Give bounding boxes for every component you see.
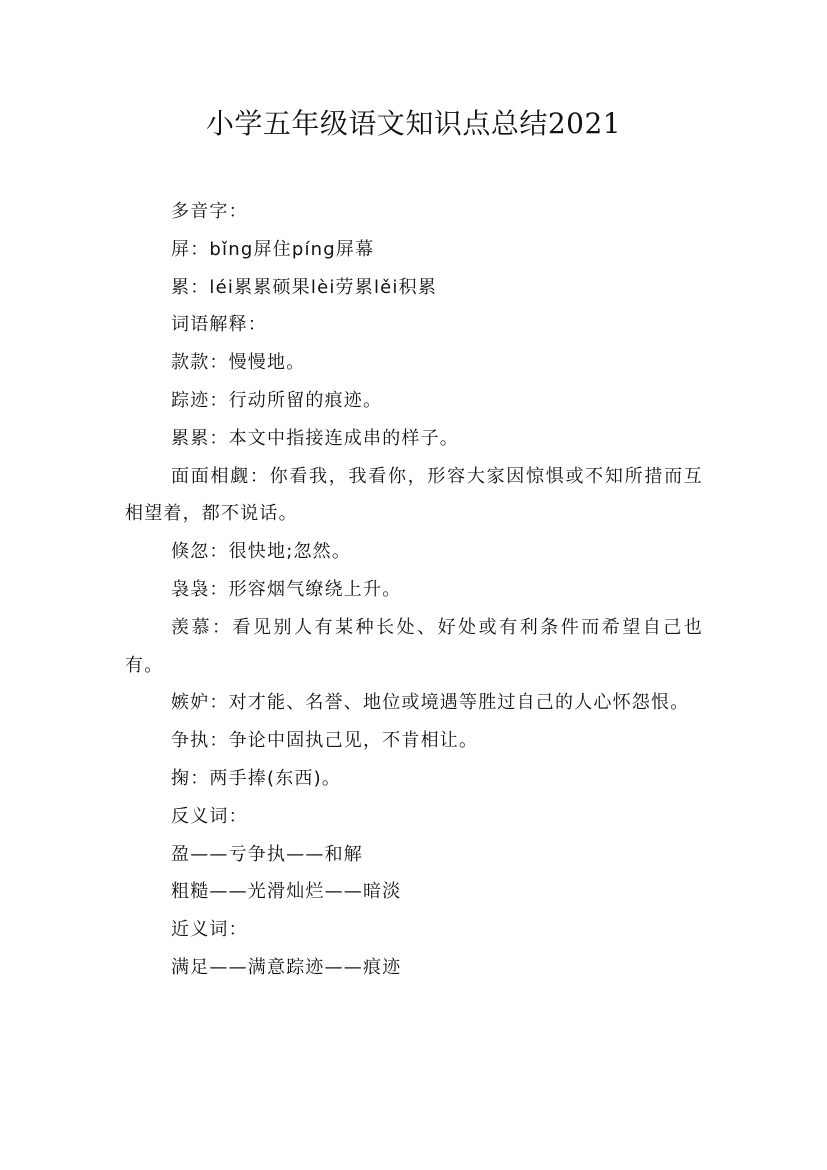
paragraph-lei: 累：léi累累硕果lèi劳累lěi积累 (171, 276, 438, 298)
paragraph-polyphone-heading: 多音字： (171, 201, 248, 222)
paragraph-antonyms-1: 盈——亏争执——和解 (171, 843, 363, 865)
document-body (125, 193, 703, 987)
paragraph-jidu: 嫉妒：对才能、名誉、地位或境遇等胜过自己的人心怀怨恨。 (171, 692, 690, 714)
paragraph-kuankuan: 款款：慢慢地。 (171, 352, 306, 374)
paragraph-ju: 掬：两手捧(东西)。 (171, 767, 342, 789)
paragraph-shuhu: 倏忽：很快地;忽然。 (171, 541, 352, 563)
paragraph-antonyms-heading: 反义词： (171, 805, 248, 827)
paragraph-synonyms-1: 满足——满意踪迹——痕迹 (171, 956, 402, 978)
paragraph-leilei: 累累：本文中指接连成串的样子。 (171, 427, 459, 449)
paragraph-mianmianxiangqu: 面面相觑：你看我，我看你，形容大家因惊惧或不知所措而互相望着，都不说话。 (125, 465, 703, 525)
paragraph-niaoniao: 袅袅：形容烟气缭绕上升。 (171, 578, 402, 600)
document-title: 小学五年级语文知识点总结2021 (205, 107, 622, 140)
paragraph-antonyms-2: 粗糙——光滑灿烂——暗淡 (171, 881, 402, 903)
paragraph-vocab-heading: 词语解释： (171, 314, 267, 336)
paragraph-xianmu: 羡慕：看见别人有某种长处、好处或有利条件而希望自己也有。 (125, 616, 703, 676)
paragraph-ping: 屏：bǐng屏住píng屏幕 (171, 238, 375, 260)
paragraph-synonyms-heading: 近义词： (171, 919, 248, 941)
paragraph-zhengzhi: 争执：争论中固执己见，不肯相让。 (171, 730, 479, 752)
paragraph-zongji: 踪迹：行动所留的痕迹。 (171, 389, 383, 411)
